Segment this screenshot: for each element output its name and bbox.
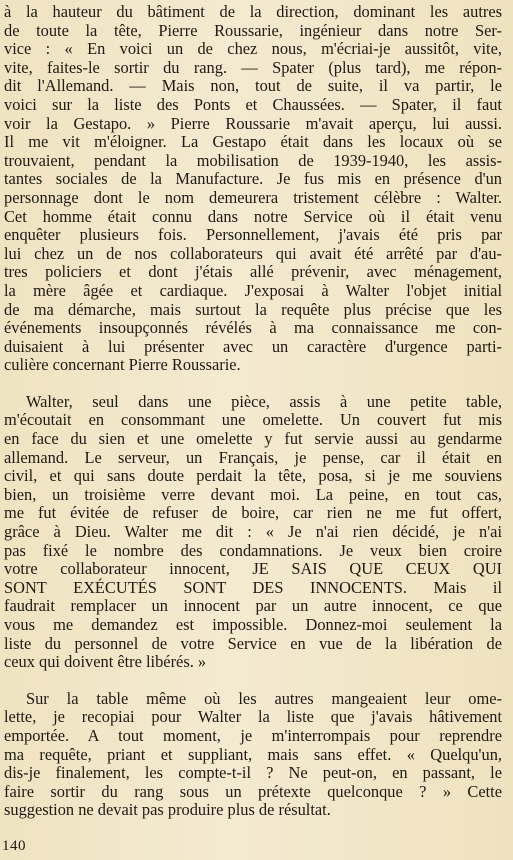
text-line: dit l'Allemand. — Mais non, tout de suite, il va partir, le	[4, 76, 502, 96]
text-line: bien, un troisième verre devant moi. La peine, en tout cas,	[4, 484, 502, 504]
text-line: lette, je recopiai pour Walter la liste que j'avais hâtivement	[4, 707, 502, 727]
text-line: faire sortir du rang sous un prétexte quelconque ? » Cette	[4, 781, 502, 801]
text-line: lui chez un de nos collaborateurs qui avait été arrêté par d'au-	[4, 243, 502, 263]
text-line: suggestion ne devait pas produire plus de résultat.	[4, 800, 331, 820]
text-line: dis-je finalement, les compte-t-il ? Ne peut-on, en passant, le	[4, 763, 502, 783]
text-line: tantes sociales de la Manufacture. Je fus mis en présence d'un	[4, 169, 502, 189]
text-line: vice : « En voici un de chez nous, m'écriai-je aussitôt, vite,	[4, 39, 502, 59]
text-line: Walter, seul dans une pièce, assis à une petite table,	[26, 391, 502, 411]
text-line: tres policiers et dont j'étais allé prévenir, avec ménagement,	[4, 262, 502, 282]
text-line: ma requête, priant et suppliant, mais sans effet. « Quelqu'un,	[4, 744, 502, 764]
paragraph-3	[4, 690, 502, 820]
text-line: événements insoupçonnés révélés à ma connaissance me con-	[4, 318, 502, 338]
text-line: liste du personnel de votre Service en vue de la libération de	[4, 633, 502, 653]
text-line: enquêter plusieurs fois. Personnellement, j'avais été pris par	[4, 225, 502, 245]
text-line: Sur la table même où les autres mangeaient leur ome-	[26, 688, 502, 708]
text-line: me fut évitée de refuser de boire, car rien ne me fut offert,	[4, 503, 502, 523]
paragraph-1	[4, 3, 502, 375]
text-line: ceux qui doivent être libérés. »	[4, 652, 207, 672]
text-line: grâce à Dieu. Walter me dit : « Je n'ai rien décidé, je n'ai	[4, 522, 502, 542]
paragraph-2	[4, 393, 502, 672]
text-line: civil, et qui sans doute perdait la tête, posa, si je me souviens	[4, 466, 502, 486]
text-line: de ma démarche, mais surtout la requête plus précise que les	[4, 299, 502, 319]
text-line: Cet homme était connu dans notre Service où il était venu	[4, 206, 502, 226]
text-line: duisaient à lui présenter avec un caractère d'urgence parti-	[4, 336, 502, 356]
text-line: Il me vit m'éloigner. La Gestapo était dans les locaux où se	[4, 132, 502, 152]
text-line: votre collaborateur innocent, JE SAIS QUE CEUX QUI	[4, 559, 502, 579]
text-line: emportée. A tout moment, je m'interrompais pour reprendre	[4, 725, 502, 745]
paragraph-gap	[4, 672, 502, 690]
text-line: la mère âgée et cardiaque. J'exposai à Walter l'objet initial	[4, 280, 502, 300]
text-line: culière concernant Pierre Roussarie.	[4, 355, 241, 375]
text-line: trouvaient, pendant la mobilisation de 1939-1940, les assis-	[4, 150, 502, 170]
text-line: pas fixé le nombre des condamnations. Je veux bien croire	[4, 540, 502, 560]
paragraph-gap	[4, 375, 502, 393]
text-line: voici sur la liste des Ponts et Chaussées. — Spater, il faut	[4, 94, 502, 114]
text-line: vite, faites-le sortir du rang. — Spater (plus tard), me répon-	[4, 57, 502, 77]
text-line: de toute la tête, Pierre Roussarie, ingénieur dans notre Ser-	[4, 20, 502, 40]
text-line: m'écoutait en consommant une omelette. Un couvert fut mis	[4, 410, 502, 430]
text-line: faudrait remplacer un innocent par un autre innocent, ce que	[4, 596, 502, 616]
book-page	[4, 3, 502, 820]
text-line: vous me demandez est impossible. Donnez-moi seulement la	[4, 615, 502, 634]
page-number: 140	[2, 838, 26, 854]
text-line: allemand. Le serveur, un Français, je pense, car il était en	[4, 447, 502, 467]
text-line: en face du sien et une omelette y fut servie aussi au gendarme	[4, 429, 502, 449]
text-line: à la hauteur du bâtiment de la direction, dominant les autres	[4, 2, 502, 21]
text-line: personnage dont le nom demeurera tristement célèbre : Walter.	[4, 187, 502, 207]
text-line: voir la Gestapo. » Pierre Roussarie m'avait aperçu, lui aussi.	[4, 113, 502, 133]
text-line: SONT EXÉCUTÉS SONT DES INNOCENTS. Mais il	[4, 577, 502, 597]
